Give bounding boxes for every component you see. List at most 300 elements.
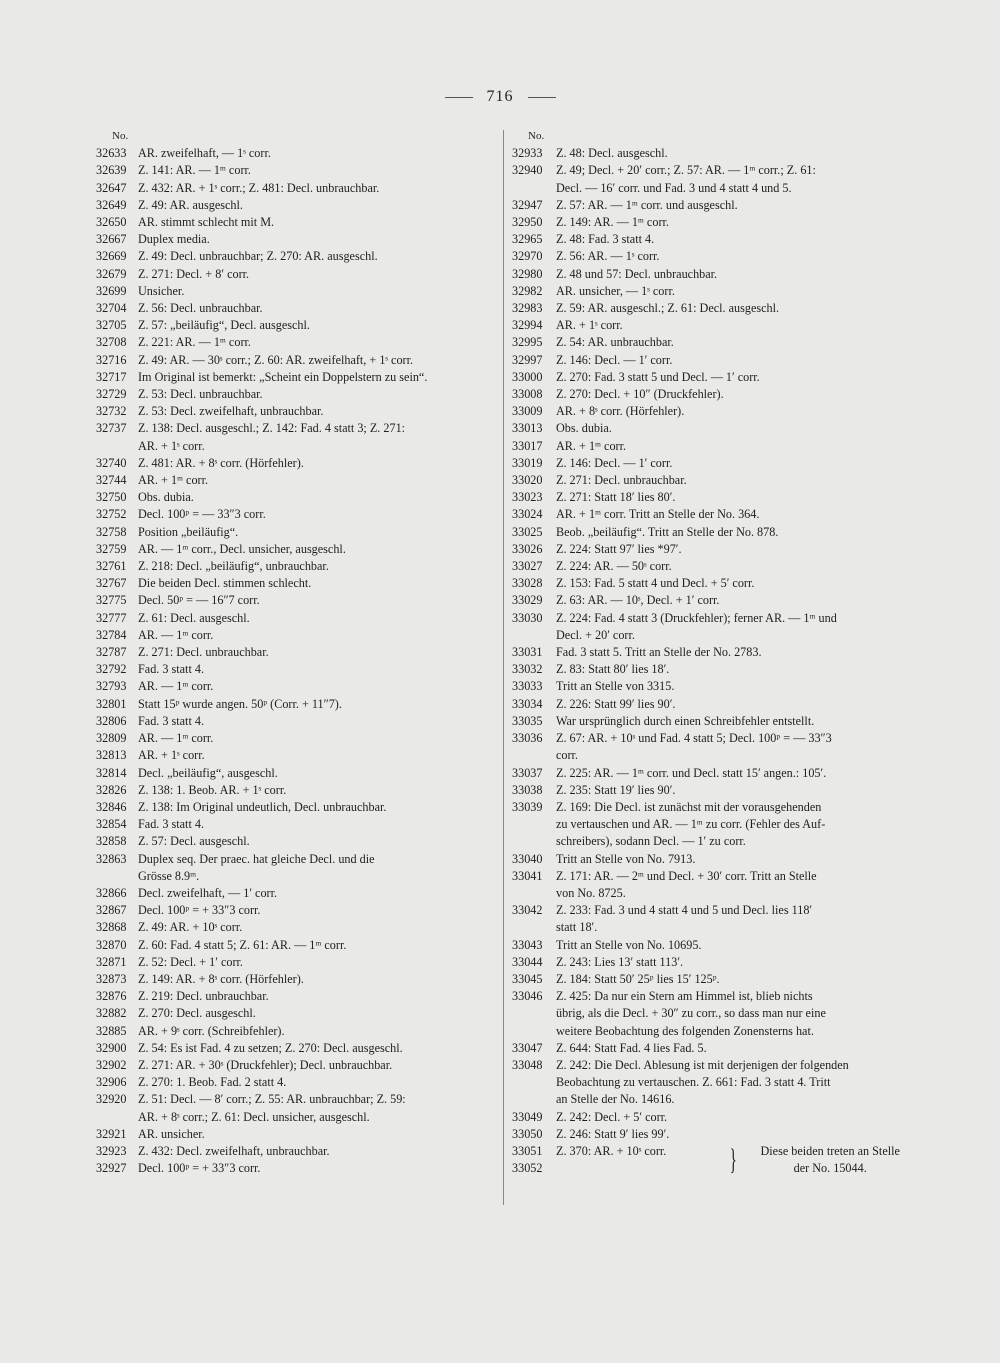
entry-row (96, 231, 496, 248)
entry-number: 33025 (512, 524, 543, 539)
entry-number: 32639 (96, 163, 127, 178)
entry-number: 32759 (96, 541, 127, 556)
entry-row (96, 678, 496, 695)
entry-number: 32699 (96, 283, 127, 298)
entry-number: 33052 (512, 1161, 543, 1176)
entry-text: Z. 224: Statt 97′ lies *97′. (556, 541, 682, 556)
entry-row (512, 524, 920, 541)
entry-row (96, 713, 496, 730)
entry-text: Z. 48: Fad. 3 statt 4. (556, 232, 655, 247)
entry-row (96, 765, 496, 782)
entry-number: 33033 (512, 679, 543, 694)
entry-text: Z. 67: AR. + 10ˢ und Fad. 4 statt 5; Decl. 100ᵖ = — 33″3 corr. (556, 731, 832, 763)
entry-text: Z. 60: Fad. 4 statt 5; Z. 61: AR. — 1ᵐ corr. (138, 937, 347, 952)
entry-text: Z. 370: AR. + 10ˢ corr. (556, 1143, 667, 1158)
entry-text: Decl. 100ᵖ = + 33″3 corr. (138, 903, 261, 918)
entry-text: Z. 153: Fad. 5 statt 4 und Decl. + 5′ corr. (556, 576, 755, 591)
entry-text: Z. 56: AR. — 1ˢ corr. (556, 249, 660, 264)
entry-number: 32902 (96, 1057, 127, 1072)
entry-number: 32885 (96, 1023, 127, 1038)
page-header (0, 88, 1000, 106)
entry-row (96, 644, 496, 661)
entry-row (512, 266, 920, 283)
entry-text: Z. 48 und 57: Decl. unbrauchbar. (556, 266, 718, 281)
entry-text: Z. 51: Decl. — 8′ corr.; Z. 55: AR. unbrauchbar; Z. 59: AR. + 8ˢ corr.; Z. 61: Decl. unsicher, ausgeschl. (138, 1092, 406, 1124)
entry-text: Z. 432: AR. + 1ˢ corr.; Z. 481: Decl. unbrauchbar. (138, 180, 380, 195)
entry-text: Z. 271: Decl. unbrauchbar. (556, 473, 687, 488)
left-column (96, 128, 496, 1177)
entry-text: Z. 138: 1. Beob. AR. + 1ˢ corr. (138, 782, 287, 797)
entry-number: 33009 (512, 404, 543, 419)
entry-text: Z. 224: AR. — 50ˢ corr. (556, 559, 672, 574)
entry-text: Decl. 100ᵖ = — 33″3 corr. (138, 507, 266, 522)
entry-text: Z. 149: AR. — 1ᵐ corr. (556, 215, 669, 229)
entry-row (96, 902, 496, 919)
entry-text: Z. 221: AR. — 1ᵐ corr. (138, 335, 251, 350)
entry-number: 33024 (512, 507, 543, 522)
entry-text: Z. 233: Fad. 3 und 4 statt 4 und 5 und Decl. lies 118′ statt 18′. (556, 903, 813, 935)
entry-row (512, 541, 920, 558)
entry-row (96, 472, 496, 489)
entry-row (96, 420, 496, 454)
entry-number: 32716 (96, 352, 127, 367)
entry-text: AR. + 8ˢ corr. (Hörfehler). (556, 404, 685, 419)
entry-row (96, 885, 496, 902)
entry-number: 33046 (512, 989, 543, 1004)
entry-number: 32923 (96, 1143, 127, 1158)
entry-number: 33049 (512, 1109, 543, 1124)
entry-row (96, 627, 496, 644)
entry-number: 32814 (96, 765, 127, 780)
entry-text: Beob. „beiläufig“. Tritt an Stelle der No. 878. (556, 524, 779, 539)
braced-note-line: Diese beiden treten an Stelle (760, 1143, 900, 1158)
entry-number: 33019 (512, 455, 543, 470)
entry-text: Z. 246: Statt 9′ lies 99′. (556, 1126, 670, 1141)
entry-number: 32900 (96, 1040, 127, 1055)
entry-text: Decl. 50ᵖ = — 16″7 corr. (138, 593, 260, 608)
entry-text: Z. 49; Decl. + 20′ corr.; Z. 57: AR. — 1ᵐ corr.; Z. 61: Decl. — 16′ corr. und Fad. 3 und 4 statt 4 und 5. (556, 163, 816, 195)
entry-row (96, 988, 496, 1005)
entry-text: Im Original ist bemerkt: „Scheint ein Doppelstern zu sein“. (138, 369, 428, 384)
entry-number: 33030 (512, 610, 543, 625)
entry-text: Z. 242: Decl. + 5′ corr. (556, 1109, 668, 1124)
entry-row (96, 1057, 496, 1074)
braced-note (740, 1143, 920, 1177)
entry-text: AR. stimmt schlecht mit M. (138, 215, 275, 229)
entry-number: 33032 (512, 662, 543, 677)
entry-text: Z. 224: Fad. 4 statt 3 (Druckfehler); ferner AR. — 1ᵐ und Decl. + 20′ corr. (556, 610, 837, 642)
entry-text: Z. 146: Decl. — 1′ corr. (556, 455, 673, 470)
entry-row (512, 1057, 920, 1109)
entry-row (512, 300, 920, 317)
entry-row (512, 1109, 920, 1126)
entry-text: Die beiden Decl. stimmen schlecht. (138, 576, 312, 591)
entry-number: 32650 (96, 215, 127, 229)
entry-text: Tritt an Stelle von No. 7913. (556, 851, 696, 866)
entry-row (96, 1023, 496, 1040)
entry-text: Obs. dubia. (556, 421, 612, 436)
entry-row (96, 1040, 496, 1057)
header-rule-left (445, 97, 473, 98)
entry-number: 33017 (512, 438, 543, 453)
entry-number: 32732 (96, 404, 127, 419)
entry-text: Z. 218: Decl. „beiläufig“, unbrauchbar. (138, 559, 329, 574)
entry-row (96, 403, 496, 420)
entry-number: 32982 (512, 283, 543, 298)
entry-number: 32997 (512, 352, 543, 367)
entry-row (96, 592, 496, 609)
entry-text: Z. 270: Fad. 3 statt 5 und Decl. — 1′ corr. (556, 369, 760, 384)
entry-row (96, 369, 496, 386)
entry-row (512, 713, 920, 730)
entry-text: Z. 54: Es ist Fad. 4 zu setzen; Z. 270: Decl. ausgeschl. (138, 1040, 403, 1055)
entry-row (512, 145, 920, 162)
entry-row (512, 248, 920, 265)
header-rule-right (528, 97, 556, 98)
entry-text: Z. 146: Decl. — 1′ corr. (556, 352, 673, 367)
entry-row (512, 782, 920, 799)
entry-row (96, 851, 496, 885)
entry-number: 32868 (96, 920, 127, 935)
entry-row (512, 438, 920, 455)
entry-text: AR. unsicher. (138, 1126, 205, 1141)
entry-number: 32809 (96, 731, 127, 746)
entry-number: 32750 (96, 490, 127, 505)
entry-row (96, 696, 496, 713)
braced-note-line: der No. 15044. (793, 1161, 867, 1176)
entry-number: 32965 (512, 232, 543, 247)
entry-text: Decl. zweifelhaft, — 1′ corr. (138, 885, 278, 900)
entry-row (96, 506, 496, 523)
entry-row (96, 971, 496, 988)
entry-row (512, 937, 920, 954)
entry-text: Z. 57: „beiläufig“, Decl. ausgeschl. (138, 318, 310, 333)
entry-number: 32882 (96, 1006, 127, 1021)
entry-number: 32793 (96, 679, 127, 694)
entry-number: 33036 (512, 731, 543, 746)
entry-number: 32705 (96, 318, 127, 333)
entry-text: Decl. 100ᵖ = + 33″3 corr. (138, 1161, 261, 1176)
entry-number: 33034 (512, 696, 543, 711)
entry-number: 32870 (96, 937, 127, 952)
entry-text: War ursprünglich durch einen Schreibfehler entstellt. (556, 713, 815, 728)
entry-row (512, 352, 920, 369)
entry-row (96, 610, 496, 627)
entry-row (96, 300, 496, 317)
entry-row (512, 954, 920, 971)
entry-row (96, 799, 496, 816)
entry-text: Z. 226: Statt 99′ lies 90′. (556, 696, 676, 711)
entry-number: 32813 (96, 748, 127, 763)
entry-number: 32806 (96, 713, 127, 728)
entry-number: 33044 (512, 954, 543, 969)
entry-text: AR. + 1ᵐ corr. (556, 438, 627, 453)
entry-row (96, 248, 496, 265)
entry-text: AR. + 1ˢ corr. (556, 318, 623, 333)
entry-number: 32647 (96, 180, 127, 195)
entry-row (512, 472, 920, 489)
entry-row (512, 231, 920, 248)
entry-number: 33041 (512, 868, 543, 883)
entry-row (512, 455, 920, 472)
entry-row (96, 1074, 496, 1091)
entry-row (96, 266, 496, 283)
entry-text: Z. 481: AR. + 8ˢ corr. (Hörfehler). (138, 455, 304, 470)
entry-text: Z. 57: AR. — 1ᵐ corr. und ausgeschl. (556, 197, 738, 212)
entry-text: Z. 184: Statt 50′ 25ᵖ lies 15′ 125ᵖ. (556, 971, 720, 986)
entry-row (96, 1091, 496, 1125)
entry-row (512, 1126, 920, 1143)
entry-row (512, 971, 920, 988)
entry-row (512, 988, 920, 1040)
entry-number: 32758 (96, 524, 127, 539)
entry-text: Z. 149: AR. + 8ˢ corr. (Hörfehler). (138, 971, 304, 986)
entry-row (512, 162, 920, 196)
entry-text: Z. 56: Decl. unbrauchbar. (138, 301, 263, 316)
entry-text: Statt 15ᵖ wurde angen. 50ᵖ (Corr. + 11″7). (138, 696, 342, 711)
entry-row (512, 610, 920, 644)
entry-text: Z. 83: Statt 80′ lies 18′. (556, 662, 670, 677)
entry-number: 33040 (512, 851, 543, 866)
entry-row (512, 868, 920, 902)
entry-row (512, 403, 920, 420)
entry-row (96, 352, 496, 369)
entry-row (512, 369, 920, 386)
entry-text: AR. — 1ᵐ corr. (138, 627, 214, 642)
entry-row (512, 420, 920, 437)
entry-number: 32744 (96, 473, 127, 488)
page-number: 716 (486, 88, 514, 105)
entry-number: 33043 (512, 937, 543, 952)
entry-text: Obs. dubia. (138, 490, 194, 505)
entry-row (96, 489, 496, 506)
entry-text: Duplex seq. Der praec. hat gleiche Decl. und die Grösse 8.9ᵐ. (138, 851, 375, 883)
entry-row (96, 730, 496, 747)
entry-text: Duplex media. (138, 232, 210, 247)
entry-text: Z. 432: Decl. zweifelhaft, unbrauchbar. (138, 1143, 330, 1158)
entry-row (96, 1143, 496, 1160)
entry-text: Z. 49: AR. + 10ˢ corr. (138, 920, 243, 935)
entry-number: 32708 (96, 335, 127, 350)
entry-text: Z. 271: Statt 18′ lies 80′. (556, 490, 676, 505)
entry-number: 32704 (96, 301, 127, 316)
entry-text: AR. + 1ᵐ corr. (138, 473, 209, 488)
entry-text: Z. 425: Da nur ein Stern am Himmel ist, blieb nichts übrig, als die Decl. + 30″ zu corr., so dass man nur eine weitere Beobachtung des folgenden Zonensterns hat. (556, 989, 826, 1038)
entry-number: 33035 (512, 713, 543, 728)
entry-row (96, 782, 496, 799)
entry-number: 33027 (512, 559, 543, 574)
entry-row (96, 954, 496, 971)
entry-number: 32801 (96, 696, 127, 711)
entry-row (512, 678, 920, 695)
entry-text: Z. 270: Decl. ausgeschl. (138, 1006, 256, 1021)
entry-number: 32970 (512, 249, 543, 264)
entry-number: 33028 (512, 576, 543, 591)
entry-text: Z. 271: AR. + 30ˢ (Druckfehler); Decl. unbrauchbar. (138, 1057, 393, 1072)
entry-number: 32858 (96, 834, 127, 849)
entry-row (512, 765, 920, 782)
entry-number: 33039 (512, 799, 543, 814)
entry-number: 33045 (512, 971, 543, 986)
entry-row (96, 575, 496, 592)
right-column-heading: No. (528, 130, 545, 142)
entry-text: Z. 644: Statt Fad. 4 lies Fad. 5. (556, 1040, 707, 1055)
entry-text: AR. + 1ˢ corr. (138, 748, 205, 763)
entry-number: 32920 (96, 1092, 127, 1107)
entry-text: AR. unsicher, — 1ˢ corr. (556, 283, 675, 298)
entry-text: AR. zweifelhaft, — 1ˢ corr. (138, 146, 271, 161)
entry-text: Z. 49: Decl. unbrauchbar; Z. 270: AR. ausgeschl. (138, 249, 378, 264)
entry-text: AR. + 1ᵐ corr. Tritt an Stelle der No. 364. (556, 507, 760, 522)
entry-number: 32933 (512, 146, 543, 161)
entry-text: Z. 141: AR. — 1ᵐ corr. (138, 163, 251, 178)
entry-row (512, 506, 920, 523)
entry-text: Z. 235: Statt 19′ lies 90′. (556, 782, 676, 797)
entry-number: 32863 (96, 851, 127, 866)
entry-number: 32867 (96, 903, 127, 918)
entry-number: 33008 (512, 387, 543, 402)
entry-text: Z. 53: Decl. zweifelhaft, unbrauchbar. (138, 404, 324, 419)
entry-number: 32921 (96, 1126, 127, 1141)
entry-number: 32950 (512, 215, 543, 229)
entry-number: 32752 (96, 507, 127, 522)
entry-number: 33031 (512, 645, 543, 660)
entry-number: 32777 (96, 610, 127, 625)
entry-row (512, 1040, 920, 1057)
entry-number: 32947 (512, 197, 543, 212)
entry-row (96, 214, 496, 231)
entry-number: 33026 (512, 541, 543, 556)
right-column (512, 128, 920, 1177)
entry-text: Fad. 3 statt 4. (138, 817, 205, 832)
entry-number: 32775 (96, 593, 127, 608)
entry-text: Z. 63: AR. — 10ˢ, Decl. + 1′ corr. (556, 593, 720, 608)
entry-row (96, 283, 496, 300)
entry-text: Tritt an Stelle von 3315. (556, 679, 675, 694)
entry-row (96, 747, 496, 764)
entry-text: AR. + 9ˢ corr. (Schreibfehler). (138, 1023, 285, 1038)
entry-number: 32854 (96, 817, 127, 832)
entry-text: Tritt an Stelle von No. 10695. (556, 937, 702, 952)
entry-text: Z. 49: AR. ausgeschl. (138, 197, 243, 212)
entry-text: Z. 57: Decl. ausgeschl. (138, 834, 250, 849)
braced-entries (512, 1143, 920, 1177)
entry-row (96, 334, 496, 351)
entry-number: 33038 (512, 782, 543, 797)
entry-number: 32649 (96, 197, 127, 212)
entry-number: 33023 (512, 490, 543, 505)
entry-text: AR. — 1ᵐ corr. (138, 731, 214, 746)
entry-text: Z. 242: Die Decl. Ablesung ist mit derjenigen der folgenden Beobachtung zu vertauschen. Z. 661: Fad. 3 statt 4. Tritt an Stelle der No. 14616. (556, 1057, 849, 1107)
entry-row (512, 661, 920, 678)
entry-text: Z. 61: Decl. ausgeschl. (138, 610, 250, 625)
entry-number: 32792 (96, 662, 127, 677)
entry-row (512, 558, 920, 575)
entry-row (96, 1126, 496, 1143)
entry-text: Fad. 3 statt 4. (138, 713, 205, 728)
entry-text: Fad. 3 statt 4. (138, 662, 205, 677)
entry-row (96, 162, 496, 179)
entry-number: 32737 (96, 421, 127, 436)
entry-number: 33037 (512, 765, 543, 780)
entry-text: Z. 53: Decl. unbrauchbar. (138, 387, 263, 402)
entry-number: 33013 (512, 421, 543, 436)
brace-glyph: } (729, 1142, 737, 1176)
entry-row (512, 799, 920, 851)
entry-number: 32679 (96, 266, 127, 281)
entry-row (96, 661, 496, 678)
entry-row (96, 816, 496, 833)
entry-row (96, 180, 496, 197)
entry-number: 32787 (96, 645, 127, 660)
entry-number: 32846 (96, 799, 127, 814)
entry-number: 32826 (96, 782, 127, 797)
entry-number: 33020 (512, 473, 543, 488)
entry-text: AR. — 1ᵐ corr., Decl. unsicher, ausgeschl. (138, 541, 346, 556)
entry-number: 33029 (512, 593, 543, 608)
entry-number: 33047 (512, 1040, 543, 1055)
entry-row (96, 919, 496, 936)
entry-number: 33050 (512, 1126, 543, 1141)
entry-text: Z. 48: Decl. ausgeschl. (556, 146, 668, 161)
entry-text: Z. 219: Decl. unbrauchbar. (138, 989, 269, 1004)
entry-number: 32633 (96, 146, 127, 161)
entry-text: Z. 171: AR. — 2ᵐ und Decl. + 30′ corr. Tritt an Stelle von No. 8725. (556, 868, 817, 900)
entry-text: Position „beiläufig“. (138, 524, 239, 539)
entry-row (512, 317, 920, 334)
entry-number: 32983 (512, 301, 543, 316)
entry-row (96, 145, 496, 162)
entry-text: Z. 54: AR. unbrauchbar. (556, 335, 674, 350)
entry-row (512, 334, 920, 351)
entry-row (512, 592, 920, 609)
braced-numbers (512, 1143, 556, 1177)
entry-number: 32667 (96, 232, 127, 247)
entry-text: Z. 52: Decl. + 1′ corr. (138, 954, 243, 969)
entry-number: 33048 (512, 1057, 543, 1072)
entry-text: Fad. 3 statt 5. Tritt an Stelle der No. 2783. (556, 645, 762, 660)
entry-row (96, 833, 496, 850)
entry-number: 32927 (96, 1161, 127, 1176)
entry-text: Z. 49: AR. — 30ˢ corr.; Z. 60: AR. zweifelhaft, + 1ˢ corr. (138, 352, 414, 367)
entry-number: 32876 (96, 989, 127, 1004)
entry-number: 32784 (96, 627, 127, 642)
entry-row (512, 730, 920, 764)
entry-number: 32940 (512, 163, 543, 178)
entry-number: 32740 (96, 455, 127, 470)
entry-text: Z. 270: 1. Beob. Fad. 2 statt 4. (138, 1075, 287, 1090)
entry-text: AR. — 1ᵐ corr. (138, 679, 214, 694)
entry-number: 32669 (96, 249, 127, 264)
entry-row (512, 644, 920, 661)
entry-number: 32761 (96, 559, 127, 574)
entry-number: 32767 (96, 576, 127, 591)
entry-text: Z. 59: AR. ausgeschl.; Z. 61: Decl. ausgeschl. (556, 301, 780, 316)
column-divider (503, 130, 504, 1205)
entry-number: 33051 (512, 1143, 543, 1158)
entry-row (512, 575, 920, 592)
entry-row (512, 386, 920, 403)
entry-number: 32729 (96, 387, 127, 402)
entry-text: Z. 138: Decl. ausgeschl.; Z. 142: Fad. 4 statt 3; Z. 271: AR. + 1ˢ corr. (138, 421, 406, 453)
entry-row (96, 541, 496, 558)
entry-row (512, 489, 920, 506)
entry-number: 32873 (96, 971, 127, 986)
entry-number: 32994 (512, 318, 543, 333)
entry-row (96, 937, 496, 954)
entry-text: Z. 169: Die Decl. ist zunächst mit der vorausgehenden zu vertauschen und AR. — 1ᵐ zu corr. (Fehler des Auf- schreibers), sodann Decl. — 1′ zu corr. (556, 799, 826, 849)
entry-text: Z. 271: Decl. + 8′ corr. (138, 266, 250, 281)
